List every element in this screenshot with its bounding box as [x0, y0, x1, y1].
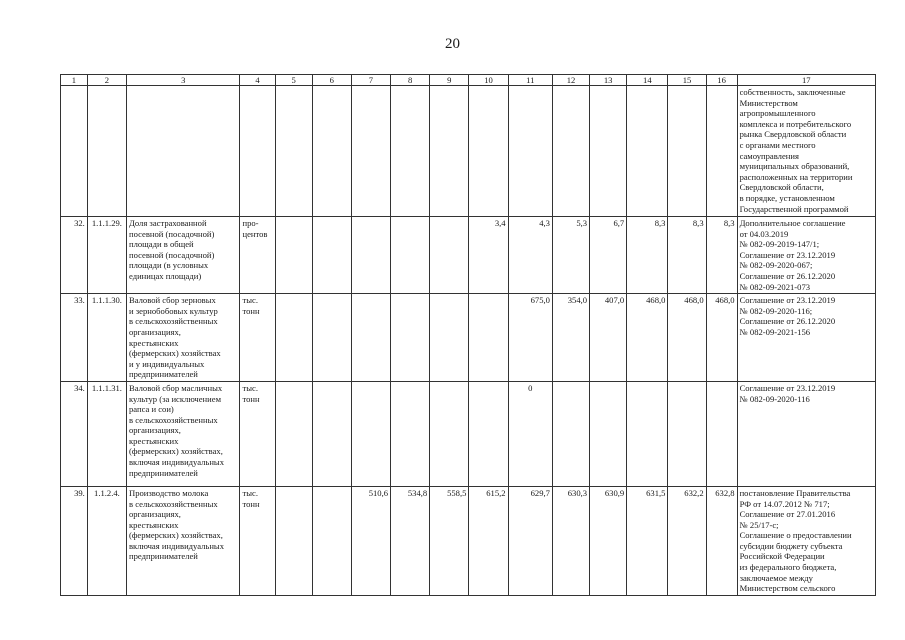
value-cell: 630,9 — [590, 486, 627, 595]
header-cell: 3 — [127, 75, 240, 86]
header-cell: 13 — [590, 75, 627, 86]
value-cell: 8,3 — [706, 217, 737, 294]
indicators-table — [60, 74, 876, 596]
indicator-name: Доля застрахованной посевной (посадочной) площади в общей посевной (посадочной) площади (в условных единицах площади) — [127, 217, 240, 294]
value-cell: 630,3 — [552, 486, 589, 595]
indicator-name: Валовой сбор масличных культур (за исключением рапса и сои) в сельскохозяйственных организациях, крестьянских (фермерских) хозяйствах, включая индивидуальных предпринимателей — [127, 381, 240, 486]
indicator-name: Валовой сбор зерновых и зернобобовых культур в сельскохозяйственных организациях, крестьянских (фермерских) хозяйствах и у индивидуальных предпринимателей — [127, 294, 240, 382]
value-cell — [430, 381, 469, 486]
table-row — [61, 217, 876, 294]
header-cell: 8 — [391, 75, 430, 86]
header-cell: 14 — [627, 75, 668, 86]
unit — [240, 86, 275, 217]
header-cell: 11 — [508, 75, 552, 86]
source-document: постановление Правительства РФ от 14.07.2012 № 717; Соглашение от 27.01.2016 № 25/17-с; Соглашение о предоставлении субсидии бюджету субъекта Российской Федерации из федерального бюджета, заключаемое между Министерством сельского — [737, 486, 875, 595]
source-document: Соглашение от 23.12.2019 № 082-09-2020-116 — [737, 381, 875, 486]
value-cell — [351, 217, 390, 294]
value-cell: 615,2 — [469, 486, 508, 595]
value-cell: 407,0 — [590, 294, 627, 382]
value-cell: 8,3 — [627, 217, 668, 294]
row-number — [61, 86, 88, 217]
value-cell: 3,4 — [469, 217, 508, 294]
value-cell — [590, 86, 627, 217]
header-cell: 10 — [469, 75, 508, 86]
value-cell — [430, 294, 469, 382]
header-cell: 7 — [351, 75, 390, 86]
header-cell: 2 — [87, 75, 126, 86]
value-cell — [391, 294, 430, 382]
table-row — [61, 381, 876, 486]
source-document: Дополнительное соглашение от 04.03.2019 № 082-09-2019-147/1; Соглашение от 23.12.2019 № 082-09-2020-067; Соглашение от 26.12.2020 № 082-09-2021-073 — [737, 217, 875, 294]
value-cell — [668, 381, 706, 486]
value-cell — [275, 486, 312, 595]
row-number: 34. — [61, 381, 88, 486]
value-cell — [469, 86, 508, 217]
value-cell: 6,7 — [590, 217, 627, 294]
value-cell — [430, 86, 469, 217]
value-cell — [627, 86, 668, 217]
value-cell — [275, 86, 312, 217]
row-number: 32. — [61, 217, 88, 294]
value-cell — [275, 294, 312, 382]
header-cell: 1 — [61, 75, 88, 86]
value-cell: 534,8 — [391, 486, 430, 595]
value-cell — [627, 381, 668, 486]
indicator-code: 1.1.1.29. — [87, 217, 126, 294]
indicator-name — [127, 86, 240, 217]
value-cell — [351, 294, 390, 382]
value-cell — [312, 486, 351, 595]
value-cell — [552, 381, 589, 486]
value-cell — [430, 217, 469, 294]
indicator-code — [87, 86, 126, 217]
value-cell — [706, 86, 737, 217]
header-cell: 15 — [668, 75, 706, 86]
value-cell — [275, 217, 312, 294]
value-cell — [312, 86, 351, 217]
unit: тыс. тонн — [240, 294, 275, 382]
value-cell — [391, 217, 430, 294]
value-cell — [391, 86, 430, 217]
table-row — [61, 486, 876, 595]
source-document: собственность, заключенные Министерством агропромышленного комплекса и потребительского рынка Свердловской области с органами местного самоуправления муниципальных образований, расположенных на территории Свердловской области, в порядке, установленном Государственной программой — [737, 86, 875, 217]
unit: тыс. тонн — [240, 486, 275, 595]
value-cell: 632,2 — [668, 486, 706, 595]
value-cell — [312, 217, 351, 294]
value-cell: 632,8 — [706, 486, 737, 595]
value-cell — [590, 381, 627, 486]
value-cell: 629,7 — [508, 486, 552, 595]
value-cell — [312, 381, 351, 486]
indicator-code: 1.1.1.30. — [87, 294, 126, 382]
page-number: 20 — [445, 36, 460, 52]
value-cell — [469, 381, 508, 486]
table-row — [61, 294, 876, 382]
indicator-name: Производство молока в сельскохозяйственных организациях, крестьянских (фермерских) хозяйствах, включая индивидуальных предпринимателей — [127, 486, 240, 595]
header-cell: 16 — [706, 75, 737, 86]
unit: тыс. тонн — [240, 381, 275, 486]
value-cell — [668, 86, 706, 217]
header-cell: 6 — [312, 75, 351, 86]
value-cell — [351, 381, 390, 486]
row-number: 39. — [61, 486, 88, 595]
row-number: 33. — [61, 294, 88, 382]
unit: про- центов — [240, 217, 275, 294]
value-cell — [391, 381, 430, 486]
value-cell: 468,0 — [627, 294, 668, 382]
value-cell — [275, 381, 312, 486]
value-cell: 8,3 — [668, 217, 706, 294]
header-cell: 9 — [430, 75, 469, 86]
value-cell: 558,5 — [430, 486, 469, 595]
indicator-code: 1.1.1.31. — [87, 381, 126, 486]
source-document: Соглашение от 23.12.2019 № 082-09-2020-116; Соглашение от 26.12.2020 № 082-09-2021-156 — [737, 294, 875, 382]
indicator-code: 1.1.2.4. — [87, 486, 126, 595]
value-cell: 510,6 — [351, 486, 390, 595]
header-cell: 12 — [552, 75, 589, 86]
value-cell: 468,0 — [706, 294, 737, 382]
value-cell — [351, 86, 390, 217]
header-cell: 17 — [737, 75, 875, 86]
value-cell — [706, 381, 737, 486]
value-cell — [508, 86, 552, 217]
header-cell: 5 — [275, 75, 312, 86]
value-cell: 0 — [508, 381, 552, 486]
value-cell — [552, 86, 589, 217]
value-cell — [469, 294, 508, 382]
value-cell — [312, 294, 351, 382]
value-cell: 4,3 — [508, 217, 552, 294]
table-row — [61, 86, 876, 217]
value-cell: 354,0 — [552, 294, 589, 382]
value-cell: 675,0 — [508, 294, 552, 382]
header-row — [61, 75, 876, 86]
value-cell: 5,3 — [552, 217, 589, 294]
value-cell: 631,5 — [627, 486, 668, 595]
header-cell: 4 — [240, 75, 275, 86]
value-cell: 468,0 — [668, 294, 706, 382]
